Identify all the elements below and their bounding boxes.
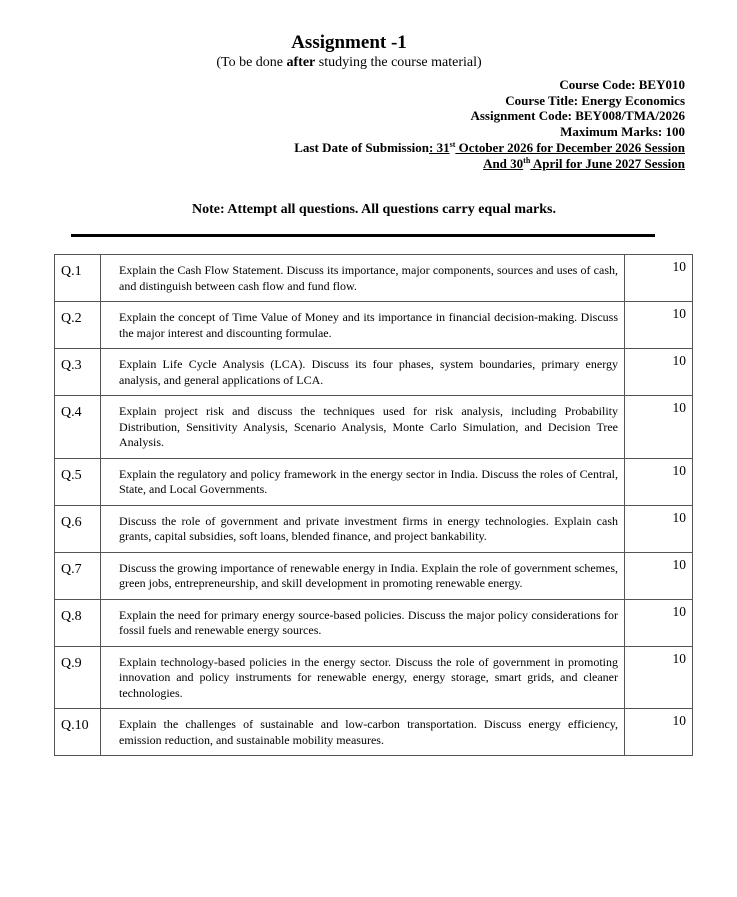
subtitle-prefix: (To be done <box>216 55 287 70</box>
page-title: Assignment -1 <box>291 32 407 53</box>
last-date-december: October 2026 for December 2026 Session <box>455 139 685 155</box>
question-number: Q.1 <box>55 255 101 302</box>
last-date-of-submission <box>294 140 685 156</box>
last-date-label: Last Date of Submission <box>294 139 429 155</box>
question-text: Explain Life Cycle Analysis (LCA). Discuss its four phases, system boundaries, primary energy analysis, and general applications of LCA. <box>101 349 625 396</box>
question-number: Q.2 <box>55 302 101 349</box>
question-marks: 10 <box>625 709 693 756</box>
question-text: Explain the need for primary energy source-based policies. Discuss the major policy considerations for fossil fuels and renewable energy sources. <box>101 599 625 646</box>
table-row <box>55 255 693 302</box>
question-number: Q.3 <box>55 349 101 396</box>
question-marks: 10 <box>625 396 693 459</box>
subtitle-suffix: studying the course material) <box>315 55 482 70</box>
question-number: Q.6 <box>55 505 101 552</box>
june-date-day: And 30 <box>483 155 524 171</box>
question-marks: 10 <box>625 599 693 646</box>
june-date-suffix: th <box>523 155 531 165</box>
question-number: Q.7 <box>55 552 101 599</box>
table-row <box>55 302 693 349</box>
question-marks: 10 <box>625 646 693 709</box>
course-meta-block <box>294 77 685 171</box>
question-text: Explain technology-based policies in the energy sector. Discuss the role of government in promoting innovation and policy instruments for renewable energy, energy storage, smart grids, and cleaner technologies. <box>101 646 625 709</box>
note-text: Note: Attempt all questions. All questions carry equal marks. <box>192 202 556 217</box>
question-text: Explain project risk and discuss the techniques used for risk analysis, including Probability Distribution, Sensitivity Analysis, Scenario Analysis, Monte Carlo Simulation, and Decision Tree Analysis. <box>101 396 625 459</box>
question-text: Discuss the role of government and private investment firms in energy technologies. Explain cash grants, capital subsidies, soft loans, blended finance, and project bankability. <box>101 505 625 552</box>
table-row <box>55 505 693 552</box>
question-number: Q.4 <box>55 396 101 459</box>
question-marks: 10 <box>625 302 693 349</box>
question-number: Q.5 <box>55 458 101 505</box>
june-date-rest: April for June 2027 Session <box>530 155 685 171</box>
questions-table-body <box>55 255 693 756</box>
course-title: Course Title: Energy Economics <box>505 92 685 108</box>
table-row <box>55 709 693 756</box>
question-text: Explain the concept of Time Value of Money and its importance in financial decision-making. Discuss the major interest and discounting formulae. <box>101 302 625 349</box>
last-date-june <box>294 156 685 172</box>
table-row <box>55 349 693 396</box>
question-text: Explain the Cash Flow Statement. Discuss its importance, major components, sources and uses of cash, and distinguish between cash flow and fund flow. <box>101 255 625 302</box>
course-code: Course Code: BEY010 <box>559 77 685 92</box>
maximum-marks: Maximum Marks: 100 <box>560 124 685 140</box>
question-number: Q.9 <box>55 646 101 709</box>
assignment-code: Assignment Code: BEY008/TMA/2026 <box>470 108 685 124</box>
question-text: Discuss the growing importance of renewable energy in India. Explain the role of government schemes, green jobs, entrepreneurship, and skill development in promoting renewable energy. <box>101 552 625 599</box>
question-marks: 10 <box>625 552 693 599</box>
instruction-subtitle <box>0 54 698 71</box>
table-row <box>55 552 693 599</box>
question-marks: 10 <box>625 349 693 396</box>
question-number: Q.8 <box>55 599 101 646</box>
question-number: Q.10 <box>55 709 101 756</box>
question-text: Explain the challenges of sustainable and low-carbon transportation. Discuss energy efficiency, emission reduction, and sustainable mobility measures. <box>101 709 625 756</box>
divider-rule <box>71 234 655 237</box>
table-row <box>55 599 693 646</box>
subtitle-emphasis: after <box>286 55 316 70</box>
table-row <box>55 646 693 709</box>
questions-table <box>54 254 693 756</box>
question-marks: 10 <box>625 255 693 302</box>
last-date-colon: : 31 <box>428 139 450 155</box>
table-row <box>55 396 693 459</box>
last-date-suffix: st <box>449 139 456 149</box>
question-text: Explain the regulatory and policy framework in the energy sector in India. Discuss the roles of Central, State, and Local Governments. <box>101 458 625 505</box>
question-marks: 10 <box>625 505 693 552</box>
question-marks: 10 <box>625 458 693 505</box>
table-row <box>55 458 693 505</box>
